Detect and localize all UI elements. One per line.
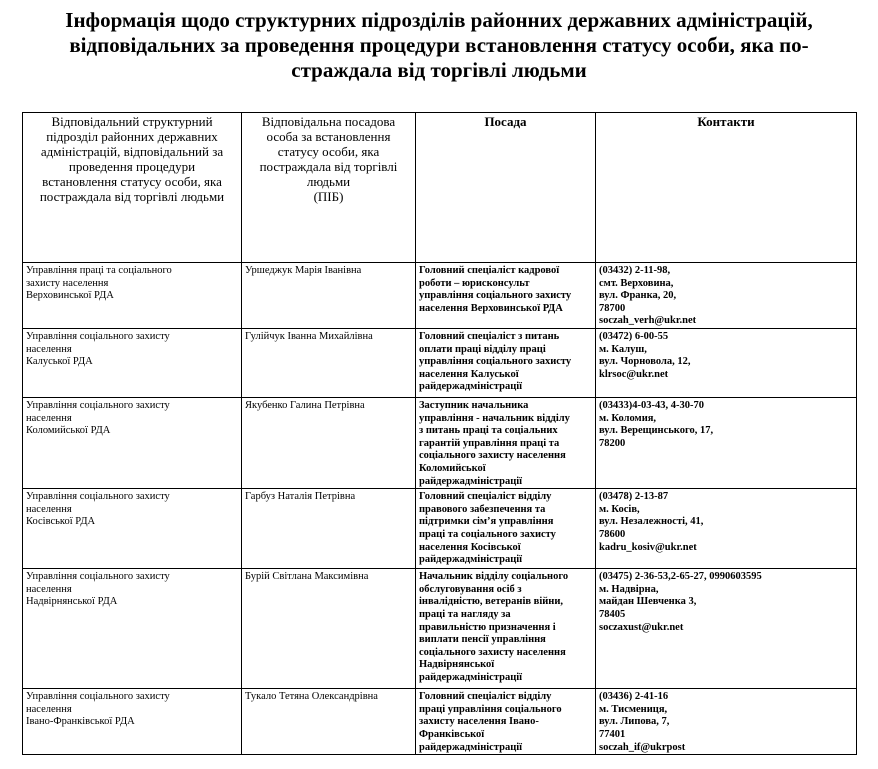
- unit-name: населення: [26, 343, 72, 355]
- person-name: Бурій Світлана Максимівна: [245, 571, 369, 583]
- contact-info: смт. Верховина,: [599, 277, 674, 289]
- table-row: [23, 489, 857, 569]
- position-title: управління соціального захисту: [419, 290, 572, 302]
- table-row: [23, 328, 857, 397]
- contact-info: soczaxust@ukr.net: [599, 621, 684, 633]
- cell-person: [242, 263, 416, 329]
- table-row: [23, 263, 857, 329]
- cell-contacts: [596, 397, 857, 488]
- header-text: Відповідальна посадова: [261, 114, 396, 129]
- unit-name: захисту населення: [26, 277, 109, 289]
- unit-name: Управління соціального захисту: [26, 691, 170, 703]
- title-line: відповідальних за проведення процедури встановлення статусу особи, яка по-: [69, 33, 809, 57]
- cell-position: [416, 263, 596, 329]
- header-text: адміністрацій, відповідальний за: [40, 144, 224, 159]
- cell-person: [242, 569, 416, 689]
- position-title: обслуговування осіб з: [419, 583, 522, 595]
- position-title: з питань праці та соціальних: [419, 425, 558, 437]
- position-title: Головний спеціаліст кадрової: [419, 265, 560, 276]
- cell-person: [242, 689, 416, 755]
- position-title: оплати праці відділу праці: [419, 343, 546, 355]
- contact-info: вул. Верещинського, 17,: [599, 425, 714, 437]
- person-name: Уршеджук Марія Іванівна: [245, 265, 362, 276]
- contact-info: 78405: [599, 608, 626, 620]
- unit-name: Управління соціального захисту: [26, 330, 170, 342]
- position-title: праці та нагляду за: [419, 608, 511, 620]
- position-title: Головний спеціаліст відділу: [419, 691, 552, 703]
- position-title: Франківської: [419, 728, 485, 740]
- contact-info: (03475) 2-36-53,2-65-27, 0990603595: [599, 571, 762, 583]
- title-line: Інформація щодо структурних підрозділів районних державних адміністрацій,: [65, 8, 813, 32]
- contact-info: м. Надвірна,: [599, 583, 659, 595]
- cell-unit: [23, 328, 242, 397]
- cell-unit: [23, 489, 242, 569]
- contact-info: klrsoc@ukr.net: [599, 368, 669, 380]
- position-title: захисту населення Івано-: [419, 716, 539, 728]
- person-name: Гарбуз Наталія Петрівна: [245, 491, 356, 503]
- position-title: райдержадміністрації: [419, 671, 523, 683]
- header-text: статусу особи, яка: [277, 144, 380, 159]
- contact-info: м. Калуш,: [599, 343, 647, 355]
- contact-info: 78700: [599, 302, 626, 314]
- position-title: правильністю призначення і: [419, 621, 556, 633]
- position-title: виплати пенсії управління: [419, 634, 546, 646]
- cell-person: [242, 397, 416, 488]
- contact-info: м. Косів,: [599, 503, 640, 515]
- position-title: Головний спеціаліст відділу: [419, 491, 552, 503]
- position-title: праці управління соціального: [419, 703, 562, 715]
- header-text: Контакти: [697, 114, 755, 129]
- cell-position: [416, 397, 596, 488]
- cell-unit: [23, 569, 242, 689]
- contact-info: вул. Чорновола, 12,: [599, 356, 691, 368]
- cell-position: [416, 489, 596, 569]
- contact-info: soczah_verh@ukr.net: [599, 315, 697, 327]
- units-table: [22, 112, 857, 755]
- contact-info: м. Тисмениця,: [599, 703, 668, 715]
- position-title: підтримки сім’я управління: [419, 516, 554, 528]
- unit-name: населення: [26, 503, 72, 515]
- person-name: Якубенко Галина Петрівна: [245, 399, 365, 411]
- header-text: підрозділ районних державних: [46, 129, 218, 144]
- unit-name: Надвірнянської РДА: [26, 596, 118, 608]
- position-title: Начальник відділу соціального: [419, 571, 569, 583]
- contact-info: вул. Франка, 20,: [599, 290, 677, 302]
- unit-name: Управління соціального захисту: [26, 399, 170, 411]
- header-text: проведення процедури: [68, 159, 196, 174]
- position-title: Надвірнянської: [419, 659, 495, 671]
- contact-info: (03436) 2-41-16: [599, 691, 669, 703]
- person-name: Гулійчук Іванна Михайлівна: [245, 330, 373, 342]
- header-contacts: [596, 113, 857, 263]
- contact-info: (03433)4-03-43, 4-30-70: [599, 399, 704, 411]
- document-title: [10, 8, 868, 83]
- position-title: Головний спеціаліст з питань: [419, 330, 560, 342]
- position-title: управління соціального захисту: [419, 356, 572, 368]
- header-text: встановлення статусу особи, яка: [42, 174, 222, 189]
- unit-name: Управління праці та соціального: [26, 265, 172, 276]
- unit-name: Управління соціального захисту: [26, 491, 170, 503]
- contact-info: (03472) 6-00-55: [599, 330, 669, 342]
- header-text: постраждала від торгівлі: [259, 159, 398, 174]
- contact-info: soczah_if@ukrpost: [599, 741, 686, 753]
- header-text: Відповідальний структурний: [51, 114, 213, 129]
- position-title: населення Калуської: [419, 368, 519, 380]
- position-title: управління - начальник відділу: [419, 412, 570, 424]
- cell-contacts: [596, 489, 857, 569]
- header-text: людьми: [306, 174, 351, 189]
- cell-contacts: [596, 263, 857, 329]
- title-line: страждала від торгівлі людьми: [291, 58, 587, 82]
- table-row: [23, 689, 857, 755]
- cell-contacts: [596, 569, 857, 689]
- contact-info: вул. Незалежності, 41,: [599, 516, 704, 528]
- table-row: [23, 397, 857, 488]
- contact-info: (03432) 2-11-98,: [599, 265, 671, 276]
- contact-info: майдан Шевченка 3,: [599, 596, 697, 608]
- contact-info: вул. Липова, 7,: [599, 716, 670, 728]
- position-title: райдержадміністрації: [419, 381, 523, 393]
- cell-contacts: [596, 689, 857, 755]
- header-position: [416, 113, 596, 263]
- position-title: роботи – юрисконсульт: [419, 277, 530, 289]
- unit-name: населення: [26, 583, 72, 595]
- header-text: особа за встановлення: [266, 129, 391, 144]
- header-text: Посада: [484, 114, 527, 129]
- cell-person: [242, 489, 416, 569]
- unit-name: Коломийської РДА: [26, 425, 111, 437]
- header-person: [242, 113, 416, 263]
- cell-person: [242, 328, 416, 397]
- cell-unit: [23, 397, 242, 488]
- cell-position: [416, 328, 596, 397]
- unit-name: Івано-Франківської РДА: [26, 716, 135, 728]
- contact-info: 77401: [599, 728, 626, 740]
- header-unit: [23, 113, 242, 263]
- position-title: райдержадміністрації: [419, 475, 523, 487]
- unit-name: Управління соціального захисту: [26, 571, 170, 583]
- cell-contacts: [596, 328, 857, 397]
- header-text: (ПІБ): [313, 189, 344, 204]
- position-title: райдержадміністрації: [419, 741, 523, 753]
- contact-info: м. Коломия,: [599, 412, 657, 424]
- position-title: населення Верховинської РДА: [419, 302, 563, 314]
- position-title: населення Косівської: [419, 541, 521, 553]
- contact-info: (03478) 2-13-87: [599, 491, 669, 503]
- position-title: соціального захисту населення: [419, 646, 566, 658]
- position-title: райдержадміністрації: [419, 554, 523, 566]
- unit-name: Верховинської РДА: [26, 290, 114, 302]
- position-title: Заступник начальника: [419, 399, 529, 411]
- contact-info: kadru_kosiv@ukr.net: [599, 541, 697, 553]
- cell-position: [416, 689, 596, 755]
- contact-info: 78200: [599, 437, 626, 449]
- cell-unit: [23, 263, 242, 329]
- contact-info: 78600: [599, 528, 626, 540]
- person-name: Тукало Тетяна Олександрівна: [245, 691, 378, 703]
- header-text: постраждала від торгівлі людьми: [39, 189, 225, 204]
- position-title: гарантій управління праці та: [419, 437, 560, 449]
- position-title: правового забезпечення та: [419, 503, 546, 515]
- position-title: соціального захисту населення: [419, 450, 566, 462]
- cell-position: [416, 569, 596, 689]
- position-title: праці та соціального захисту: [419, 528, 556, 540]
- cell-unit: [23, 689, 242, 755]
- position-title: Коломийської: [419, 462, 486, 474]
- unit-name: Косівської РДА: [26, 516, 96, 528]
- unit-name: населення: [26, 412, 72, 424]
- table-row: [23, 569, 857, 689]
- unit-name: Калуської РДА: [26, 356, 93, 368]
- position-title: інвалідністю, ветеранів війни,: [419, 596, 564, 608]
- table-header-row: [23, 113, 857, 263]
- unit-name: населення: [26, 703, 72, 715]
